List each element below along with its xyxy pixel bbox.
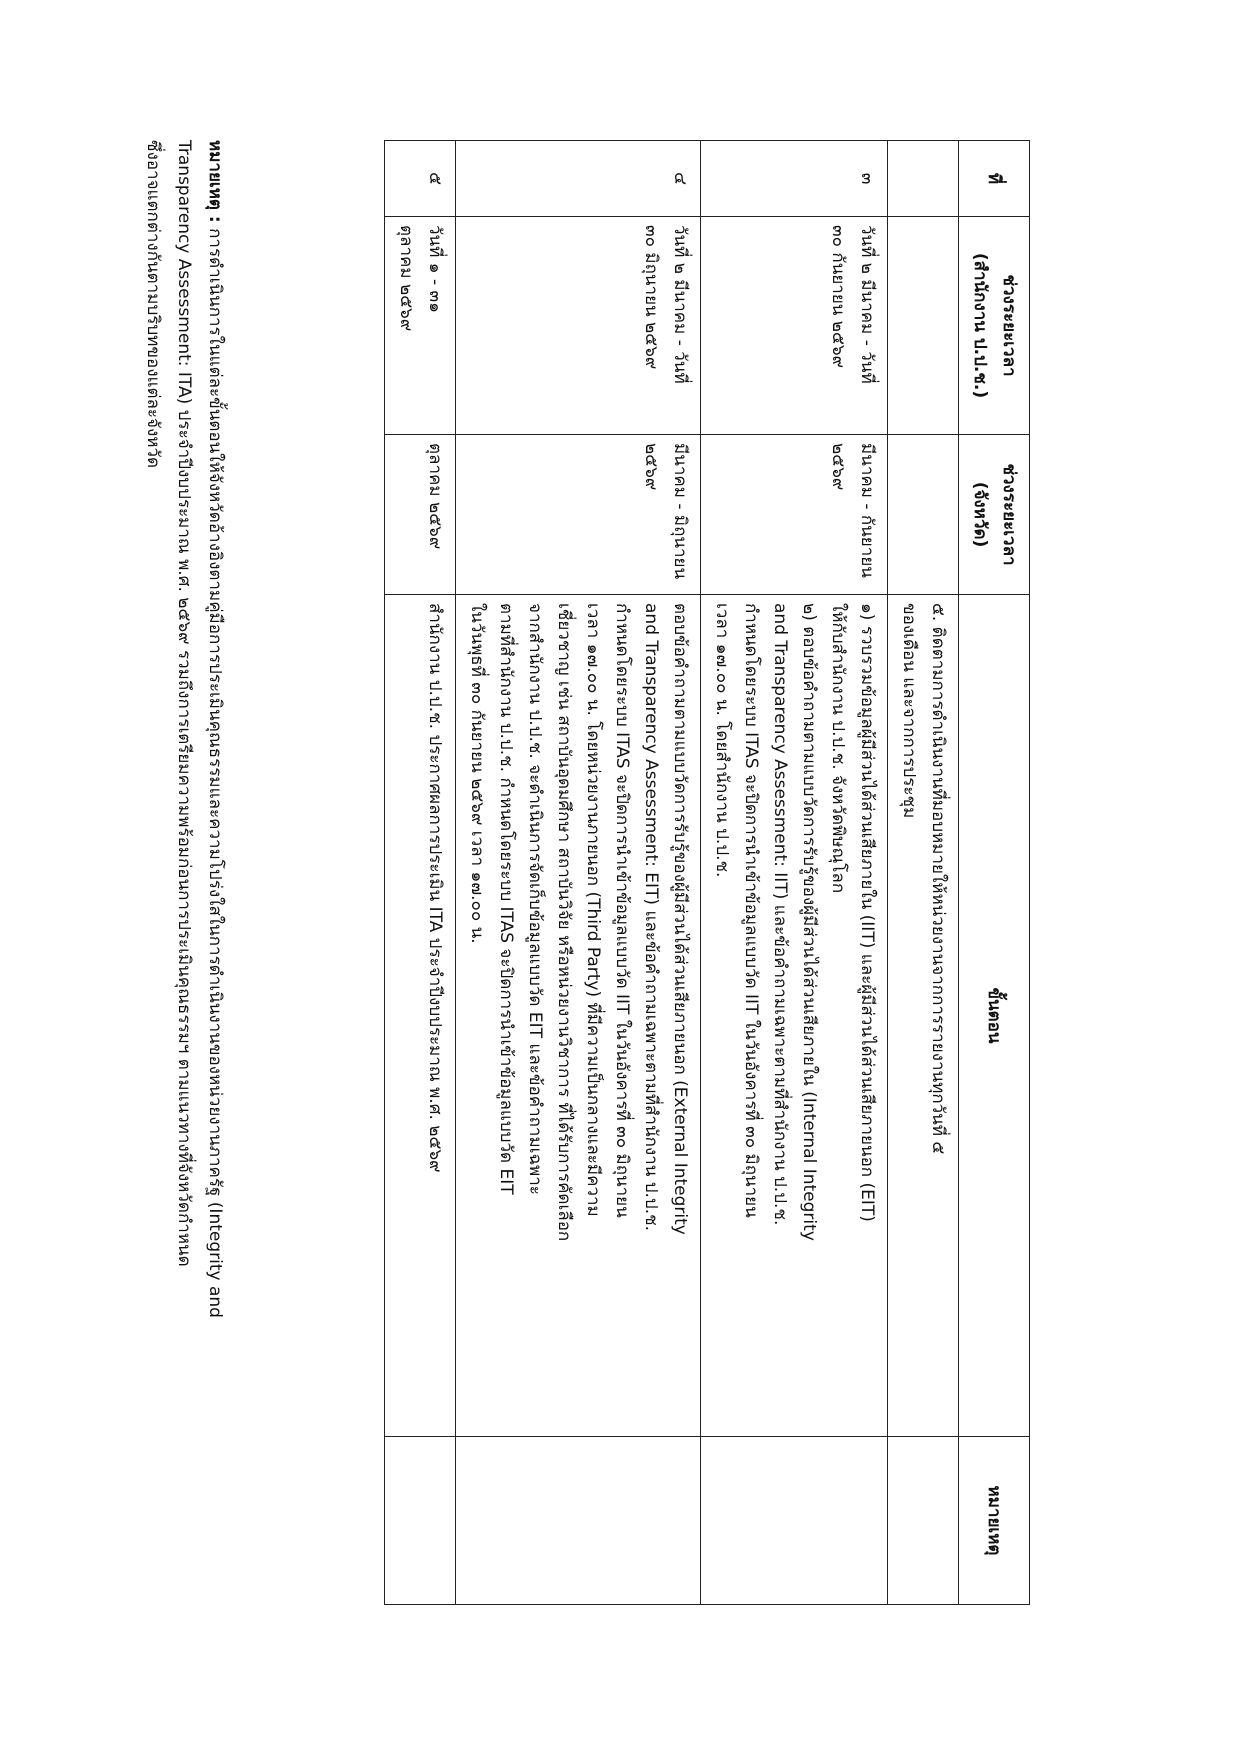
period-province-cell <box>888 435 959 595</box>
footnote-line: Transparency Assessment: ITA) ประจำปีงบประมาณ พ.ศ. ๒๕๖๙ รวมถึงการเตรียมความพร้อมก่อนการประเมินคุณธรรมฯ ตามแนวทางที่จังหวัดกำหนด <box>174 140 194 1267</box>
cell-line: ๒) ตอบข้อคำถามตามแบบวัดการรับรู้ของผู้มีส่วนได้ส่วนเสียภายใน (Internal Integrity <box>799 603 819 1241</box>
row-number <box>888 141 959 217</box>
cell-line: วันที่ ๒ มีนาคม - วันที่ <box>670 225 690 384</box>
remark-cell <box>385 1437 456 1605</box>
cell-line: ตอบข้อคำถามตามแบบวัดการรับรู้ของผู้มีส่วนได้ส่วนเสียภายนอก (External Integrity <box>670 603 690 1235</box>
row-number: ๕ <box>385 141 456 217</box>
cell-line: ตุลาคม ๒๕๖๙ <box>425 443 445 550</box>
remark-cell <box>888 1437 959 1605</box>
header-period-office-line: ช่วงระยะเวลา <box>999 274 1019 377</box>
cell-line: ๓๐ มิถุนายน ๒๕๖๙ <box>641 225 661 370</box>
cell-line: ตุลาคม ๒๕๖๙ <box>396 225 416 332</box>
period-province-cell <box>456 435 701 595</box>
period-office-cell <box>701 217 888 435</box>
table-row <box>888 141 959 1605</box>
cell-line: จากสำนักงาน ป.ป.ช. จะดำเนินการจัดเก็บข้อมูลแบบวัด EIT และข้อคำถามเฉพาะ <box>525 603 545 1195</box>
cell-line: กำหนดโดยระบบ ITAS จะปิดการนำเข้าข้อมูลแบบวัด IIT ในวันอังคารที่ ๓๐ มิถุนายน <box>612 603 632 1218</box>
cell-line: ๕. ติดตามการดำเนินงานที่มอบหมายให้หน่วยงานจากการรายงานทุกวันที่ ๕ <box>928 603 948 1155</box>
period-province-cell <box>701 435 888 595</box>
cell-line: ในวันพุธที่ ๓๐ กันยายน ๒๕๖๙ เวลา ๑๗.๐๐ น. <box>467 603 487 944</box>
schedule-table <box>384 140 1030 1605</box>
step-cell <box>701 595 888 1437</box>
step-cell <box>385 595 456 1437</box>
footnote <box>137 140 230 1610</box>
period-province-cell <box>385 435 456 595</box>
header-period-office-line: (สำนักงาน ป.ป.ช.) <box>970 252 990 399</box>
cell-line: ๓๐ กันยายน ๒๕๖๙ <box>828 225 848 369</box>
header-step: ขั้นตอน <box>959 595 1030 1437</box>
cell-line: เวลา ๑๗.๐๐ น. โดยสำนักงาน ป.ป.ช. <box>712 603 732 878</box>
cell-line: ๑) รวบรวมข้อมูลผู้มีส่วนได้ส่วนเสียภายใน (IIT) และผู้มีส่วนได้ส่วนเสียภายนอก (EIT) <box>857 603 877 1222</box>
cell-line: ตามที่สำนักงาน ป.ป.ช. กำหนดโดยระบบ ITAS จะปิดการนำเข้าข้อมูลแบบวัด EIT <box>496 603 516 1195</box>
header-period-province-line: ช่วงระยะเวลา <box>999 463 1019 566</box>
remark-cell <box>456 1437 701 1605</box>
cell-line: เชี่ยวชาญ เช่น สถาบันอุดมศึกษา สถาบันวิจัย หรือหน่วยงานวิชาการ ที่ได้รับการคัดเลือก <box>554 603 574 1242</box>
header-period-province <box>959 435 1030 595</box>
remark-cell <box>701 1437 888 1605</box>
table-body <box>385 141 959 1605</box>
footnote-line: ซึ่งอาจแตกต่างกันตามบริบทของแต่ละจังหวัด <box>143 140 163 469</box>
step-cell <box>456 595 701 1437</box>
footnote-line: การดำเนินการในแต่ละขั้นตอนให้จังหวัดอ้างอิงตามคู่มือการประเมินคุณธรรมและความโปร่งใสในการดำเนินงานของหน่วยงานภาครัฐ (Integrity and <box>205 228 225 1318</box>
cell-line: สำนักงาน ป.ป.ช. ประกาศผลการประเมิน ITA ประจำปีงบประมาณ พ.ศ. ๒๕๖๙ <box>425 603 445 1173</box>
table-row <box>456 141 701 1605</box>
cell-line: กำหนดโดยระบบ ITAS จะปิดการนำเข้าข้อมูลแบบวัด IIT ในวันอังคารที่ ๓๐ มิถุนายน <box>741 603 761 1218</box>
footnote-label: หมายเหตุ : <box>205 140 225 223</box>
cell-line: เวลา ๑๗.๐๐ น. โดยหน่วยงานภายนอก (Third Party) ที่มีความเป็นกลางและมีความ <box>583 603 603 1217</box>
cell-line: and Transparency Assessment: EIT) และข้อคำถามเฉพาะตามที่สำนักงาน ป.ป.ช. <box>641 603 661 1232</box>
cell-line: ให้กับสำนักงาน ป.ป.ช. จังหวัดพิษณุโลก <box>828 603 848 894</box>
step-cell <box>888 595 959 1437</box>
row-number: ๔ <box>456 141 701 217</box>
cell-line: ๒๕๖๙ <box>828 443 848 491</box>
cell-line: มีนาคม - มิถุนายน <box>670 443 690 580</box>
period-office-cell <box>888 217 959 435</box>
period-office-cell <box>385 217 456 435</box>
table-row <box>701 141 888 1605</box>
cell-line: วันที่ ๑ - ๓๑ <box>425 225 445 313</box>
cell-line: ของเดือน และจากการประชุม <box>899 603 919 819</box>
cell-line: วันที่ ๒ มีนาคม - วันที่ <box>857 225 877 384</box>
header-period-province-line: (จังหวัด) <box>970 481 990 548</box>
cell-line: ๒๕๖๙ <box>641 443 661 491</box>
table-row <box>385 141 456 1605</box>
table-header-row <box>959 141 1030 1605</box>
header-remark: หมายเหตุ <box>959 1437 1030 1605</box>
cell-line: มีนาคม - กันยายน <box>857 443 877 578</box>
row-number: ๓ <box>701 141 888 217</box>
period-office-cell <box>456 217 701 435</box>
cell-line: and Transparency Assessment: IIT) และข้อคำถามเฉพาะตามที่สำนักงาน ป.ป.ช. <box>770 603 790 1226</box>
header-no: ที่ <box>959 141 1030 217</box>
header-period-office <box>959 217 1030 435</box>
